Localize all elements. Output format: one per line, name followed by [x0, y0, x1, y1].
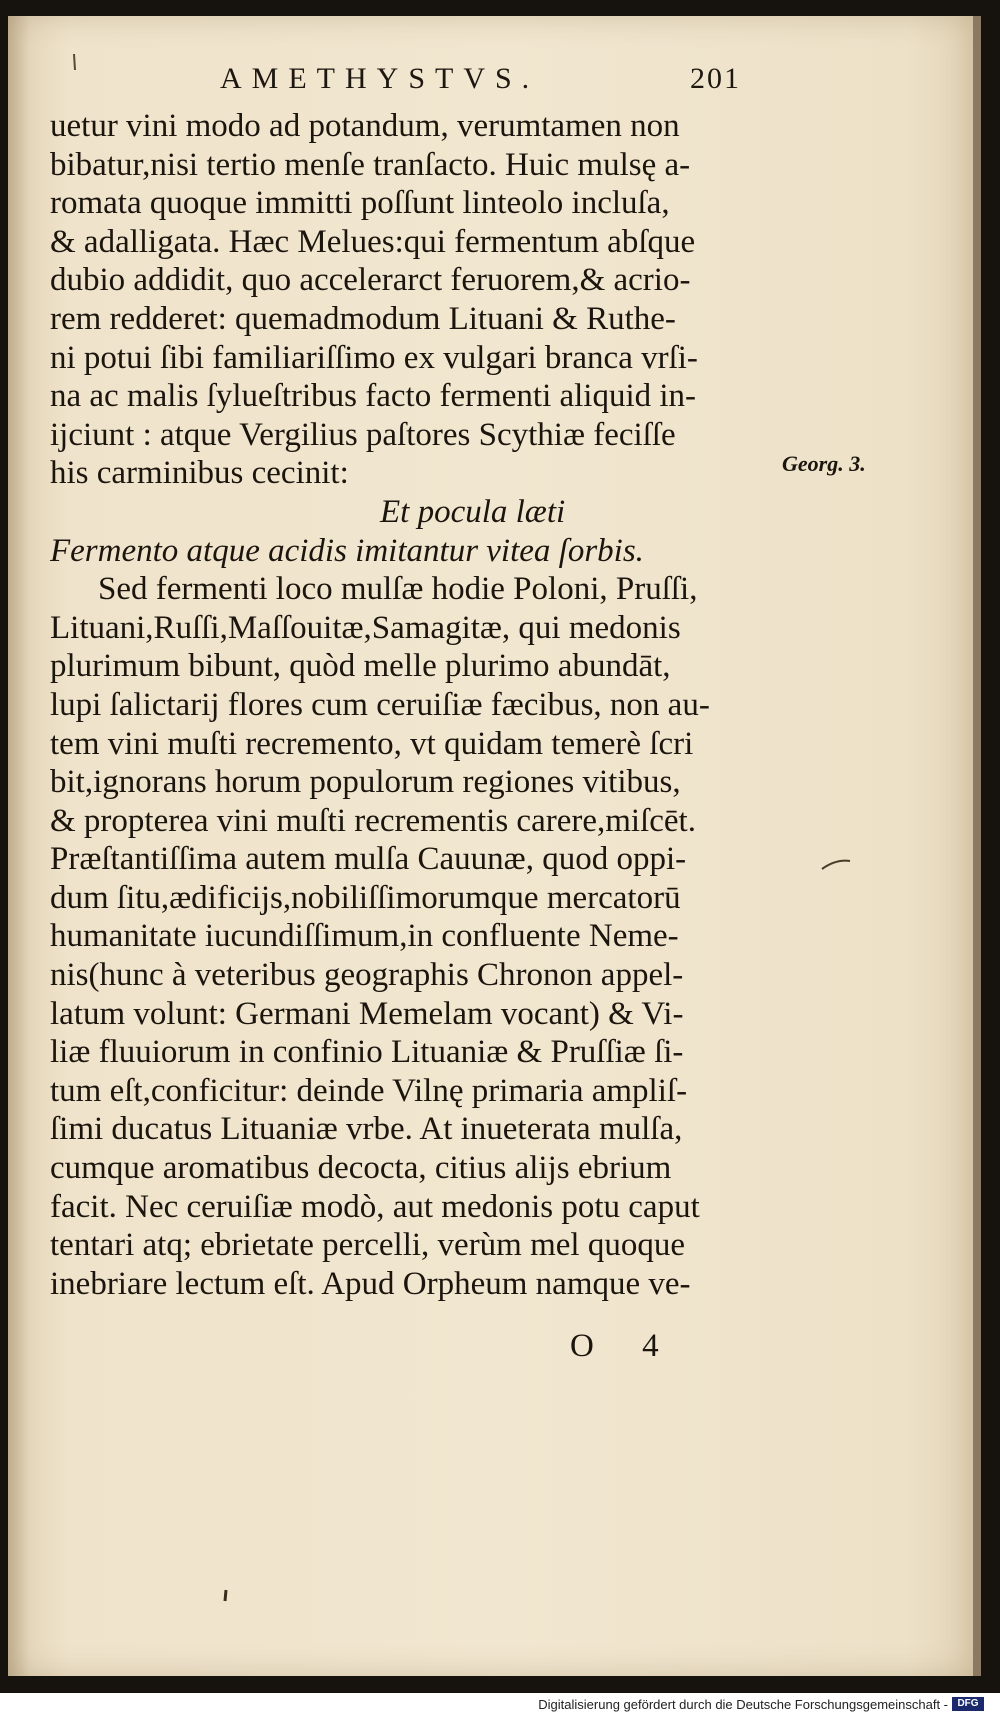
- running-title: AMETHYSTVS.: [220, 62, 540, 95]
- text-line: cumque aromatibus decocta, citius alijs ebrium: [50, 1150, 672, 1187]
- page-number: 201: [690, 62, 741, 95]
- text-line: & propterea vini muſti recrementis carere,miſcēt.: [50, 802, 696, 839]
- text-line: tem vini muſti recremento, vt quidam temerè ſcri: [50, 725, 694, 762]
- text-line: tentari atq; ebrietate percelli, verùm mel quoque: [50, 1227, 685, 1264]
- dfg-logo: DFG: [952, 1697, 984, 1711]
- text-line: facit. Nec ceruiſiæ modò, aut medonis potu caput: [50, 1188, 700, 1225]
- text-line: bit,ignorans horum populorum regiones vitibus,: [50, 764, 681, 801]
- text-line: ſimi ducatus Lituaniæ vrbe. At inueterata mulſa,: [50, 1111, 683, 1148]
- body-text: [50, 107, 780, 1303]
- text-line: Et pocula læti: [380, 493, 566, 530]
- text-line: nis(hunc à veteribus geographis Chronon appel-: [50, 957, 684, 994]
- text-line: na ac malis ſylueſtribus facto fermenti aliquid in-: [50, 378, 697, 415]
- text-line: tum eſt,conficitur: deinde Vilnę primaria ampliſ-: [50, 1072, 688, 1109]
- text-line: bibatur,nisi tertio menſe tranſacto. Huic mulsę a-: [50, 146, 691, 183]
- signature-mark: O 4: [570, 1328, 679, 1364]
- text-line: Lituani,Ruſſi,Maſſouitæ,Samagitæ, qui medonis: [50, 609, 681, 646]
- text-line: lupi ſalictarij flores cum ceruiſiæ fæcibus, non au-: [50, 686, 710, 723]
- margin-note: Georg. 3.: [782, 451, 866, 476]
- text-line: ijciunt : atque Vergilius paſtores Scythiæ feciſſe: [50, 416, 676, 453]
- text-line: humanitate iucundiſſimum,in confluente Neme-: [50, 918, 679, 955]
- text-line: Sed fermenti loco mulſæ hodie Poloni, Pruſſi,: [98, 571, 698, 608]
- ink-mark-margin: [820, 855, 854, 875]
- text-line: romata quoque immitti poſſunt linteolo incluſa,: [50, 185, 670, 222]
- text-line: & adalligata. Hæc Melues:qui fermentum abſque: [50, 223, 696, 260]
- text-line: ni potui ſibi familiariſſimo ex vulgari branca vrſi-: [50, 339, 698, 376]
- text-line: Præſtantiſſima autem mulſa Cauunæ, quod oppi-: [50, 841, 687, 878]
- text-line: Fermento atque acidis imitantur vitea ſorbis.: [50, 532, 644, 569]
- text-line: inebriare lectum eſt. Apud Orpheum namque ve-: [50, 1265, 691, 1302]
- text-line: dum ſitu,ædificijs,nobiliſſimorumque mercatorū: [50, 879, 681, 916]
- text-line: rem redderet: quemadmodum Lituani & Ruthe-: [50, 300, 676, 337]
- ink-mark-top: [70, 52, 80, 74]
- page-edge: [973, 16, 981, 1676]
- text-line: his carminibus cecinit:: [50, 455, 349, 492]
- text-line: latum volunt: Germani Memelam vocant) & Vi-: [50, 995, 684, 1032]
- text-line: dubio addidit, quo accelerarct feruorem,& acrio-: [50, 262, 691, 299]
- funding-credit: Digitalisierung gefördert durch die Deutsche Forschungsgemeinschaft -: [538, 1697, 948, 1712]
- ink-mark-bottom: [221, 1588, 231, 1604]
- text-line: uetur vini modo ad potandum, verumtamen non: [50, 108, 680, 144]
- text-line: liæ fluuiorum in confinio Lituaniæ & Pruſſiæ ſi-: [50, 1034, 684, 1071]
- text-line: plurimum bibunt, quòd melle plurimo abundāt,: [50, 648, 671, 685]
